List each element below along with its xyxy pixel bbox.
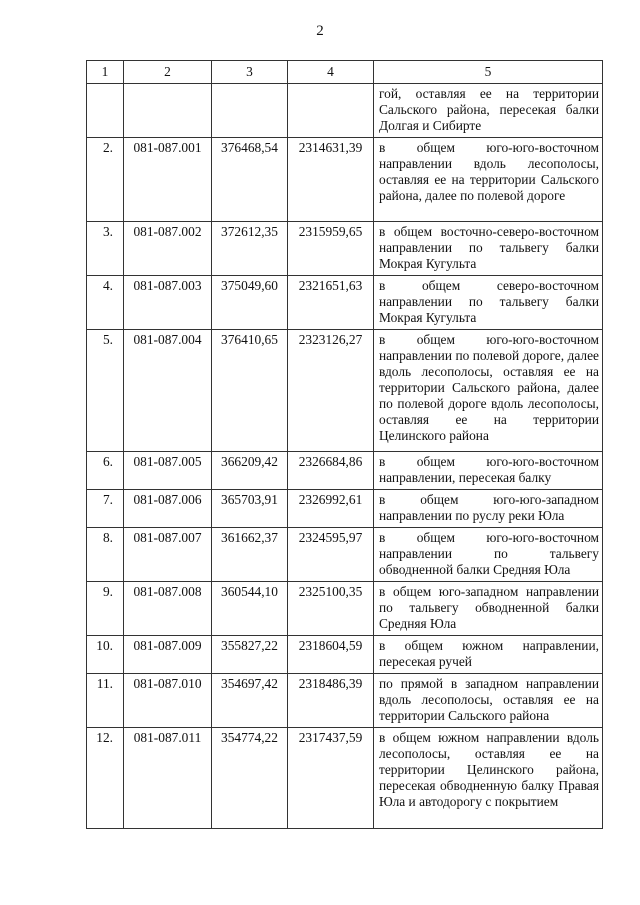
header-col-1: 1 (87, 61, 124, 84)
table-row (87, 528, 603, 582)
row-number: 10. (87, 636, 124, 674)
table-row (87, 222, 603, 276)
table-row (87, 138, 603, 222)
page-number: 2 (316, 23, 324, 39)
direction-description: в общем юго-юго-западном направлении по руслу реки Юла (374, 490, 603, 528)
direction-description: в общем юго-западном направлении по тальвегу обводненной балки Средняя Юла (374, 582, 603, 636)
row-number (87, 84, 124, 138)
direction-description: в общем южном направлении, пересекая ручей (374, 636, 603, 674)
coordinate-x: 372612,35 (212, 222, 288, 276)
point-code: 081-087.001 (124, 138, 212, 222)
direction-description: в общем юго-юго-восточном направлении по полевой дороге, далее вдоль лесополосы, оставляя ее на территории Сальского района, далее по полевой дороге вдоль лесополосы, оставляя ее на территории Целинского района (374, 330, 603, 452)
row-number: 7. (87, 490, 124, 528)
coordinate-y: 2315959,65 (288, 222, 374, 276)
point-code: 081-087.008 (124, 582, 212, 636)
direction-description: в общем восточно-северо-восточном направлении по тальвегу балки Мокрая Кугульта (374, 222, 603, 276)
header-col-5: 5 (374, 61, 603, 84)
coordinate-y: 2321651,63 (288, 276, 374, 330)
point-code: 081-087.005 (124, 452, 212, 490)
point-code (124, 84, 212, 138)
table-row (87, 276, 603, 330)
header-col-2: 2 (124, 61, 212, 84)
table-row (87, 330, 603, 452)
table-header-row (87, 61, 603, 84)
coordinate-y: 2323126,27 (288, 330, 374, 452)
point-code: 081-087.007 (124, 528, 212, 582)
row-number: 2. (87, 138, 124, 222)
coordinate-x: 365703,91 (212, 490, 288, 528)
coordinate-y: 2317437,59 (288, 728, 374, 829)
point-code: 081-087.011 (124, 728, 212, 829)
coordinate-y (288, 84, 374, 138)
coordinate-y: 2318604,59 (288, 636, 374, 674)
point-code: 081-087.002 (124, 222, 212, 276)
header-col-3: 3 (212, 61, 288, 84)
boundary-points-table (86, 60, 603, 829)
coordinate-y: 2314631,39 (288, 138, 374, 222)
point-code: 081-087.009 (124, 636, 212, 674)
coordinate-y: 2318486,39 (288, 674, 374, 728)
row-number: 6. (87, 452, 124, 490)
coordinate-y: 2326684,86 (288, 452, 374, 490)
direction-description: в общем юго-юго-восточном направлении, пересекая балку (374, 452, 603, 490)
coordinate-x (212, 84, 288, 138)
coordinate-y: 2326992,61 (288, 490, 374, 528)
coordinate-x: 376468,54 (212, 138, 288, 222)
row-number: 9. (87, 582, 124, 636)
coordinate-x: 360544,10 (212, 582, 288, 636)
coordinate-x: 355827,22 (212, 636, 288, 674)
table-row (87, 674, 603, 728)
coordinate-y: 2325100,35 (288, 582, 374, 636)
table-row (87, 84, 603, 138)
direction-description: в общем юго-юго-восточном направлении по тальвегу обводненной балки Средняя Юла (374, 528, 603, 582)
point-code: 081-087.010 (124, 674, 212, 728)
point-code: 081-087.003 (124, 276, 212, 330)
direction-description: по прямой в западном направлении вдоль лесополосы, оставляя ее на территории Сальского района (374, 674, 603, 728)
coordinate-x: 361662,37 (212, 528, 288, 582)
coordinate-y: 2324595,97 (288, 528, 374, 582)
table-row (87, 452, 603, 490)
header-col-4: 4 (288, 61, 374, 84)
point-code: 081-087.006 (124, 490, 212, 528)
direction-description: гой, оставляя ее на территории Сальского района, пересекая балки Долгая и Сибирте (374, 84, 603, 138)
row-number: 3. (87, 222, 124, 276)
coordinate-x: 376410,65 (212, 330, 288, 452)
row-number: 12. (87, 728, 124, 829)
coordinate-x: 354697,42 (212, 674, 288, 728)
direction-description: в общем южном направлении вдоль лесополосы, оставляя ее на территории Целинского района, пересекая обводненную балку Правая Юла и автодорогу с покрытием (374, 728, 603, 829)
point-code: 081-087.004 (124, 330, 212, 452)
table-row (87, 636, 603, 674)
row-number: 8. (87, 528, 124, 582)
row-number: 5. (87, 330, 124, 452)
direction-description: в общем юго-юго-восточном направлении вдоль лесополосы, оставляя ее на территории Сальского района, далее по полевой дороге (374, 138, 603, 222)
table-row (87, 728, 603, 829)
table-row (87, 490, 603, 528)
coordinate-x: 366209,42 (212, 452, 288, 490)
table-row (87, 582, 603, 636)
coordinate-x: 375049,60 (212, 276, 288, 330)
row-number: 11. (87, 674, 124, 728)
row-number: 4. (87, 276, 124, 330)
coordinate-x: 354774,22 (212, 728, 288, 829)
direction-description: в общем северо-восточном направлении по тальвегу балки Мокрая Кугульта (374, 276, 603, 330)
